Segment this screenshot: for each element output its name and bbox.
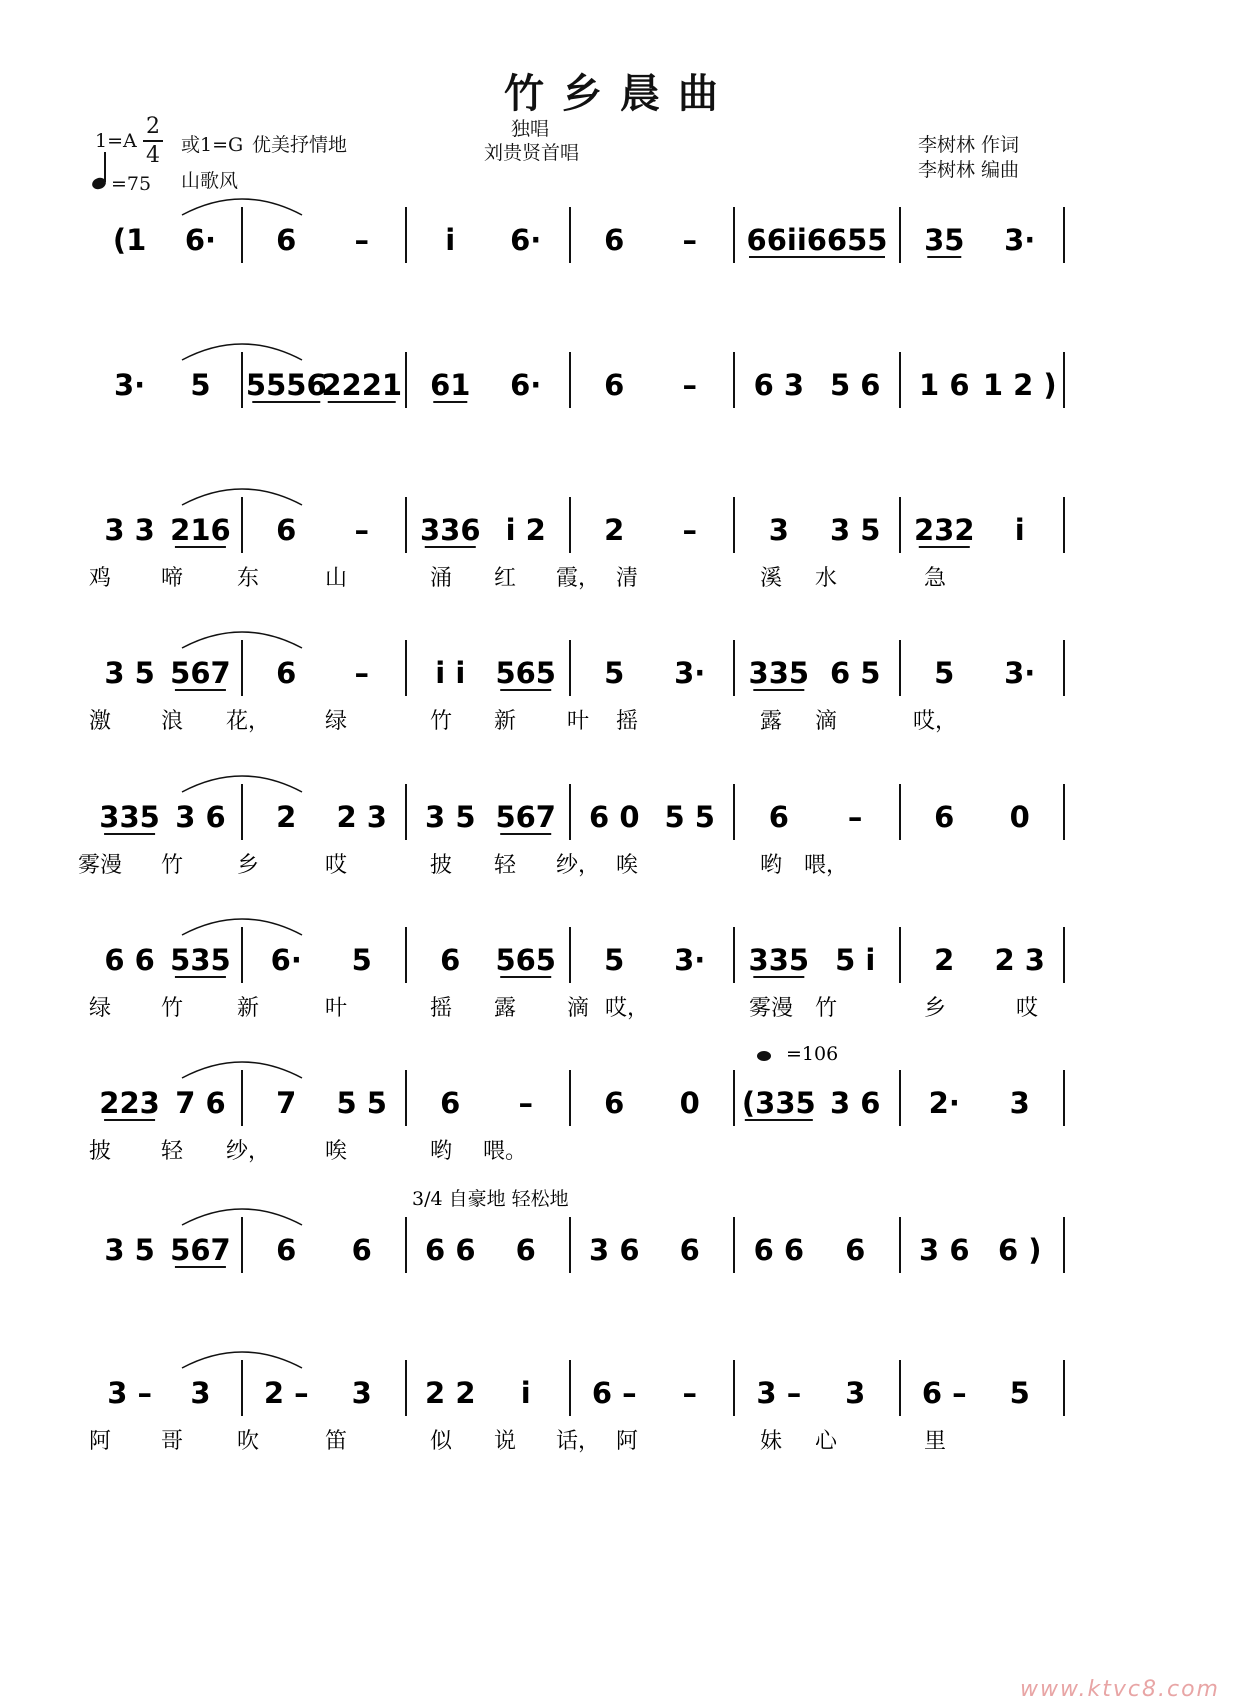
note-group: – <box>354 223 369 257</box>
note-group: i i <box>435 656 466 690</box>
lyric-syllable: 叶 <box>324 996 348 1021</box>
note-group: 2 <box>276 800 297 834</box>
lyric-syllable: 浪 <box>160 709 184 734</box>
note-group: 6 3 <box>753 368 805 402</box>
note-group: – <box>847 800 863 834</box>
score-system <box>0 772 1240 912</box>
premiere-singer: 刘贵贤首唱 <box>484 142 580 164</box>
note-group: 5 <box>604 656 625 690</box>
note-group: 6 5 <box>829 656 881 690</box>
note-group: 6 <box>276 513 297 547</box>
lyric-syllable: 山 <box>324 566 348 591</box>
note-group: 0 <box>679 1086 700 1120</box>
note-group: 1 2 ) <box>982 368 1057 402</box>
lyric-syllable: 摇 <box>429 996 453 1021</box>
note-group: i <box>1014 513 1025 547</box>
lyric-syllable: 绿 <box>88 996 112 1021</box>
section-marking: 3/4 自豪地 轻松地 <box>412 1188 569 1210</box>
note-group: 565 <box>495 943 556 977</box>
score-system <box>0 1188 1240 1345</box>
note-group: 216 <box>170 513 231 547</box>
note-group: 6 <box>845 1233 866 1267</box>
lyric-syllable: 笛 <box>324 1429 348 1454</box>
note-group: 5 <box>351 943 372 977</box>
note-group: 6 <box>679 1233 700 1267</box>
lyric-syllable: 哥 <box>160 1429 184 1454</box>
note-group: 6 <box>515 1233 536 1267</box>
note-group: 3 6 <box>589 1233 640 1267</box>
note-group: 3 <box>190 1376 211 1410</box>
lyric-syllable: 纱， <box>225 1139 271 1164</box>
lyric-syllable: 话， <box>555 1429 601 1454</box>
lyric-syllable: 喂。 <box>482 1139 528 1164</box>
note-group: 3 3 <box>104 513 155 547</box>
note-group: 3 <box>351 1376 372 1410</box>
note-group: 3 – <box>107 1376 152 1410</box>
lyric-syllable: 哎 <box>1015 996 1039 1021</box>
note-group: 2 <box>604 513 625 547</box>
note-group: 2 3 <box>336 800 387 834</box>
lyric-syllable: 纱， <box>555 853 601 878</box>
lyric-syllable: 啼 <box>160 566 184 591</box>
note-group: 7 6 <box>175 1086 226 1120</box>
time-top: 2 <box>146 114 160 139</box>
note-group: 3· <box>674 656 706 690</box>
note-group: – <box>518 1086 533 1120</box>
note-group: i <box>520 1376 531 1410</box>
note-group: 6 6 <box>104 943 155 977</box>
lyric-syllable: 唉 <box>615 853 639 878</box>
note-group: 3· <box>1004 223 1036 257</box>
note-group: 3 5 <box>104 656 155 690</box>
note-group: 3 5 <box>425 800 476 834</box>
note-group: 5 <box>1009 1376 1030 1410</box>
note-group: 6 <box>934 800 955 834</box>
note-group: 5556 <box>245 368 327 402</box>
note-group: 6 6 <box>753 1233 805 1267</box>
note-group: 6 <box>440 943 461 977</box>
note-group: 567 <box>170 1233 231 1267</box>
score-system <box>0 1043 1240 1198</box>
note-group: 2 2 <box>425 1376 476 1410</box>
note-group: 3 6 <box>175 800 226 834</box>
quarter-note-stem <box>104 152 106 182</box>
lyric-syllable: 妹 <box>759 1429 783 1454</box>
note-group: – <box>354 513 369 547</box>
note-group: 7 <box>276 1086 297 1120</box>
note-group: 6 <box>351 1233 372 1267</box>
note-group: 223 <box>99 1086 160 1120</box>
score-system <box>0 628 1240 768</box>
score-system <box>0 1348 1240 1488</box>
note-group: 1 6 <box>919 368 970 402</box>
note-group: 5 <box>604 943 625 977</box>
note-group: 3 5 <box>829 513 881 547</box>
score-system <box>0 915 1240 1055</box>
lyric-syllable: 阿 <box>615 1429 639 1454</box>
note-group: 66ii6655 <box>746 223 888 257</box>
note-group: 3 5 <box>104 1233 155 1267</box>
note-group: 565 <box>495 656 556 690</box>
lyric-syllable: 披 <box>88 1139 112 1164</box>
note-group: 3· <box>674 943 706 977</box>
note-group: 6 <box>768 800 789 834</box>
composer: 李树林 编曲 <box>918 159 1020 181</box>
lyric-syllable: 雾漫 <box>748 996 794 1021</box>
watermark: www.ktvc8.com <box>1019 1677 1220 1702</box>
note-group: 6 <box>440 1086 461 1120</box>
lyric-syllable: 哎， <box>604 996 650 1021</box>
note-group: 3 6 <box>829 1086 881 1120</box>
tempo-change: =106 <box>786 1043 839 1065</box>
lyric-syllable: 新 <box>236 996 260 1021</box>
lyric-syllable: 轻 <box>493 853 517 878</box>
lyric-syllable: 雾漫 <box>77 853 123 878</box>
lyric-syllable: 摇 <box>615 709 639 734</box>
lyric-syllable: 激 <box>88 709 112 734</box>
note-group: 535 <box>170 943 231 977</box>
note-group: – <box>354 656 369 690</box>
note-group: 2 – <box>263 1376 309 1410</box>
lyric-syllable: 滴 <box>566 996 590 1021</box>
note-group: – <box>682 368 697 402</box>
note-group: 6 – <box>921 1376 967 1410</box>
note-group: 6 0 <box>589 800 640 834</box>
lyric-syllable: 轻 <box>160 1139 184 1164</box>
lyric-syllable: 哎， <box>912 709 958 734</box>
lyric-syllable: 唉 <box>324 1139 348 1164</box>
lyric-syllable: 吹 <box>236 1429 260 1454</box>
note-group: 3 <box>845 1376 866 1410</box>
lyric-syllable: 滴 <box>814 709 838 734</box>
lyric-syllable: 竹 <box>814 996 838 1021</box>
note-group: 35 <box>924 223 965 257</box>
note-group: 335 <box>748 656 810 690</box>
lyric-syllable: 红 <box>493 566 517 591</box>
note-group: 6 <box>276 223 297 257</box>
lyric-syllable: 水 <box>814 566 838 591</box>
lyric-syllable: 绿 <box>324 709 348 734</box>
lyric-syllable: 花， <box>225 709 271 734</box>
note-group: 5 6 <box>829 368 881 402</box>
lyricist: 李树林 作词 <box>918 134 1020 156</box>
note-group: – <box>682 223 697 257</box>
note-group: 5 5 <box>664 800 715 834</box>
note-group: 6 ) <box>997 1233 1042 1267</box>
lyric-syllable: 喂， <box>803 853 849 878</box>
lyric-syllable: 阿 <box>88 1429 112 1454</box>
expression-marking: 优美抒情地 <box>252 134 348 156</box>
lyric-syllable: 哎 <box>324 853 348 878</box>
lyric-syllable: 竹 <box>160 996 184 1021</box>
note-group: 6· <box>270 943 302 977</box>
lyric-syllable: 说 <box>493 1429 517 1454</box>
style-marking: 山歌风 <box>181 170 239 192</box>
note-group: 567 <box>170 656 231 690</box>
lyric-syllable: 涌 <box>429 566 453 591</box>
note-group: 2 3 <box>994 943 1045 977</box>
performance-form: 独唱 <box>511 118 550 140</box>
note-group: i 2 <box>505 513 546 547</box>
lyric-syllable: 哟 <box>429 1139 453 1164</box>
lyric-syllable: 露 <box>493 996 517 1021</box>
note-group: (1 <box>112 223 147 257</box>
note-group: 567 <box>495 800 556 834</box>
note-group: 232 <box>914 513 975 547</box>
note-group: (335 <box>741 1086 816 1120</box>
note-group: 3 <box>768 513 789 547</box>
lyric-syllable: 竹 <box>429 709 453 734</box>
note-group: 335 <box>99 800 160 834</box>
tempo-marking: =75 <box>111 173 152 195</box>
note-group: 3 <box>1009 1086 1030 1120</box>
lyric-syllable: 鸡 <box>88 566 112 591</box>
note-group: 3· <box>1004 656 1036 690</box>
note-group: 5 5 <box>336 1086 387 1120</box>
lyric-syllable: 乡 <box>236 853 260 878</box>
note-group: 335 <box>748 943 810 977</box>
alternate-key: 或1=G <box>181 134 244 156</box>
note-group: 61 <box>430 368 471 402</box>
lyric-syllable: 乡 <box>923 996 947 1021</box>
note-group: 6 <box>604 223 625 257</box>
note-group: 2 <box>934 943 955 977</box>
lyric-syllable: 似 <box>429 1429 453 1454</box>
note-group: – <box>682 513 697 547</box>
note-group: 2· <box>928 1086 960 1120</box>
note-group: 3· <box>113 368 146 402</box>
note-group: 6 <box>276 656 297 690</box>
lyric-syllable: 东 <box>236 566 260 591</box>
note-group: 336 <box>420 513 481 547</box>
note-group: 5 <box>190 368 211 402</box>
score-system <box>0 195 1240 335</box>
lyric-syllable: 霞， <box>555 566 601 591</box>
note-group: 6 <box>604 368 625 402</box>
key-signature: 1=A <box>95 130 137 152</box>
lyric-syllable: 披 <box>429 853 453 878</box>
score-system <box>0 485 1240 625</box>
song-title: 竹乡晨曲 <box>504 70 736 117</box>
note-group: 6 <box>276 1233 297 1267</box>
lyric-syllable: 里 <box>923 1429 947 1454</box>
note-group: 0 <box>1009 800 1030 834</box>
note-group: 6 6 <box>425 1233 476 1267</box>
score-system <box>0 340 1240 480</box>
note-group: 6· <box>510 368 542 402</box>
lyric-syllable: 溪 <box>759 566 783 591</box>
note-group: 6· <box>510 223 542 257</box>
quarter-note-icon <box>757 1051 771 1061</box>
time-signature <box>143 114 163 168</box>
lyric-syllable: 新 <box>493 709 517 734</box>
note-group: 2221 <box>321 368 403 402</box>
lyric-syllable: 清 <box>615 566 639 591</box>
note-group: i <box>445 223 456 257</box>
note-group: 6 – <box>591 1376 637 1410</box>
note-group: 5 <box>934 656 955 690</box>
lyric-syllable: 心 <box>814 1429 838 1454</box>
lyric-syllable: 哟 <box>759 853 783 878</box>
note-group: 3 – <box>756 1376 802 1410</box>
note-group: 3 6 <box>919 1233 970 1267</box>
time-bottom: 4 <box>146 143 160 168</box>
lyric-syllable: 叶 <box>566 709 590 734</box>
note-group: – <box>682 1376 697 1410</box>
lyric-syllable: 露 <box>759 709 783 734</box>
lyric-syllable: 急 <box>923 566 947 591</box>
note-group: 6· <box>184 223 217 257</box>
lyric-syllable: 竹 <box>160 853 184 878</box>
note-group: 5 i <box>835 943 876 977</box>
note-group: 6 <box>604 1086 625 1120</box>
